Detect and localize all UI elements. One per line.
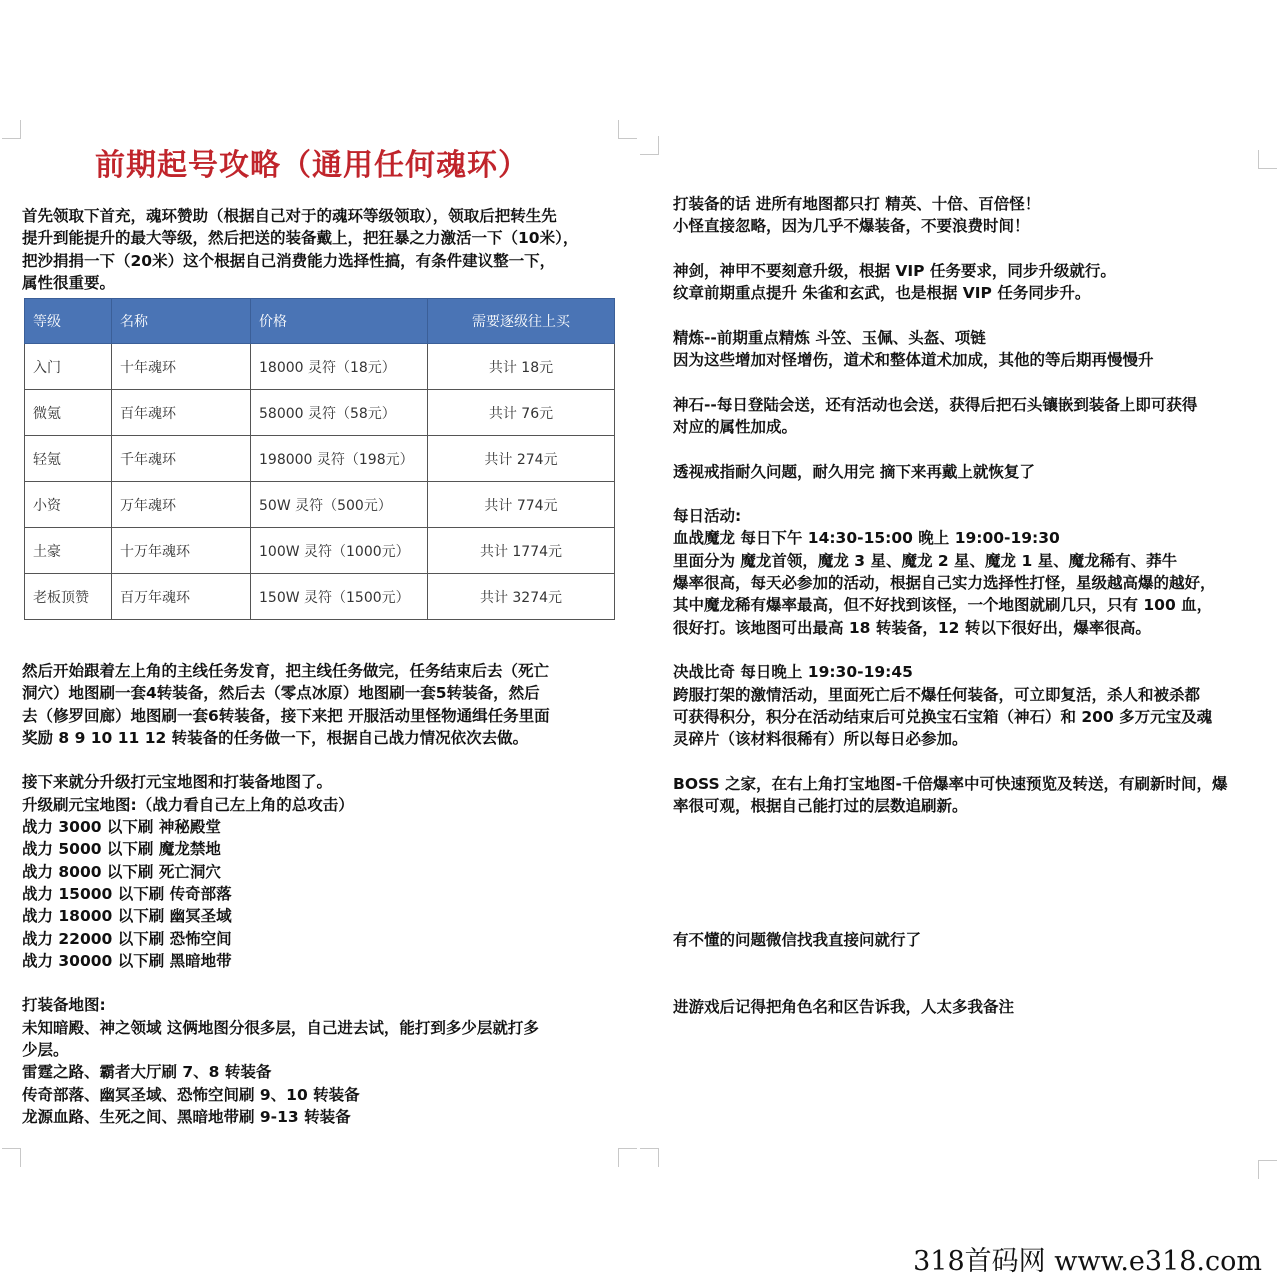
table-header-row — [25, 299, 615, 344]
table-cell: 共计 76元 — [428, 390, 615, 436]
blank-line — [673, 907, 1263, 929]
guide-line: 未知暗殿、神之领域 这俩地图分很多层，自己进去试，能打到多少层就打多 — [22, 1018, 539, 1037]
table-cell: 万年魂环 — [112, 482, 251, 528]
table-cell: 共计 18元 — [428, 344, 615, 390]
site-watermark: 318首码网 www.e318.com — [913, 1246, 1262, 1277]
guide-line: 很好打。该地图可出最高 18 转装备，12 转以下很好出，爆率很高。 — [673, 618, 1151, 637]
guide-line: 进游戏后记得把角色名和区告诉我，人太多我备注 — [673, 997, 1015, 1016]
table-cell: 共计 774元 — [428, 482, 615, 528]
page-title: 前期起号攻略（通用任何魂环） — [95, 148, 529, 183]
blank-line — [673, 750, 1263, 772]
guide-line: 战力 18000 以下刷 幽冥圣域 — [22, 907, 232, 926]
page-corner-mark — [640, 136, 659, 155]
guide-line: 有不懂的问题微信找我直接问就行了 — [673, 930, 922, 949]
blank-line — [673, 371, 1263, 393]
guide-line: 对应的属性加成。 — [673, 417, 798, 436]
guide-line: 去（修罗回廊）地图刷一套6转装备，接下来把 开服活动里怪物通缉任务里面 — [22, 706, 550, 725]
guide-line: 打装备的话 进所有地图都只打 精英、十倍、百倍怪！ — [673, 195, 1041, 213]
guide-line: 爆率很高，每天必参加的活动，根据自己实力选择性打怪，星级越高爆的越好， — [673, 574, 1216, 593]
guide-line: 灵碎片（该材料很稀有）所以每日必参加。 — [673, 730, 968, 749]
guide-line: 战力 5000 以下刷 魔龙禁地 — [22, 840, 221, 859]
table-body — [25, 344, 615, 620]
page-corner-mark — [1258, 1160, 1277, 1179]
guide-line: 雷霆之路、霸者大厅刷 7、8 转装备 — [22, 1063, 272, 1082]
table-cell: 千年魂环 — [112, 436, 251, 482]
table-cell: 百年魂环 — [112, 390, 251, 436]
table-row — [25, 436, 615, 482]
blank-line — [673, 817, 1263, 839]
guide-line: 决战比奇 每日晚上 19:30-19:45 — [673, 663, 913, 682]
blank-line — [673, 304, 1263, 326]
guide-line: 透视戒指耐久问题，耐久用完 摘下来再戴上就恢复了 — [673, 462, 1035, 481]
guide-line: 战力 22000 以下刷 恐怖空间 — [22, 929, 232, 948]
guide-line: 战力 15000 以下刷 传奇部落 — [22, 884, 232, 903]
table-cell: 共计 3274元 — [428, 574, 615, 620]
page-corner-mark — [2, 1148, 21, 1167]
blank-line — [673, 973, 1263, 995]
guide-line: 可获得积分，积分在活动结束后可兑换宝石宝箱（神石）和 200 多万元宝及魂 — [673, 707, 1213, 726]
table-cell: 十年魂环 — [112, 344, 251, 390]
table-cell: 18000 灵符（18元） — [251, 344, 428, 390]
table-cell: 轻氪 — [25, 436, 112, 482]
guide-line: 升级刷元宝地图:（战力看自己左上角的总攻击） — [22, 795, 354, 814]
guide-line: 神剑，神甲不要刻意升级，根据 VIP 任务要求，同步升级就行。 — [673, 261, 1116, 280]
guide-line: 率很可观，根据自己能打过的层数追刷新。 — [673, 797, 968, 816]
table-cell: 微氪 — [25, 390, 112, 436]
table-cell: 50W 灵符（500元） — [251, 482, 428, 528]
guide-line: 其中魔龙稀有爆率最高，但不好找到该怪，一个地图就刷几只，只有 100 血， — [673, 596, 1213, 615]
guide-line: 神石--每日登陆会送，还有活动也会送，获得后把石头镶嵌到装备上即可获得 — [673, 395, 1198, 414]
guide-line: 里面分为 魔龙首领，魔龙 3 星、魔龙 2 星、魔龙 1 星、魔龙稀有、莽牛 — [673, 551, 1178, 570]
blank-line — [673, 639, 1263, 661]
guide-line: 洞穴）地图刷一套4转装备，然后去（零点冰原）地图刷一套5转装备，然后 — [22, 684, 540, 703]
guide-line: 少层。 — [22, 1041, 69, 1060]
left-guide-text — [22, 660, 622, 1128]
table-cell: 老板顶赞 — [25, 574, 112, 620]
guide-line: 血战魔龙 每日下午 14:30-15:00 晚上 19:00-19:30 — [673, 529, 1060, 548]
header-name: 名称 — [112, 299, 251, 344]
header-price: 价格 — [251, 299, 428, 344]
table-cell: 100W 灵符（1000元） — [251, 528, 428, 574]
table-row — [25, 528, 615, 574]
right-guide-text — [673, 193, 1263, 1018]
header-grade: 等级 — [25, 299, 112, 344]
table-cell: 58000 灵符（58元） — [251, 390, 428, 436]
blank-line — [673, 840, 1263, 862]
blank-line — [673, 951, 1263, 973]
blank-line — [673, 238, 1263, 260]
page-corner-mark — [2, 120, 21, 139]
guide-line: 因为这些增加对怪增伤，道术和整体道术加成，其他的等后期再慢慢升 — [673, 351, 1154, 370]
blank-line — [673, 884, 1263, 906]
guide-line: 打装备地图: — [22, 996, 106, 1015]
guide-line: 精炼--前期重点精炼 斗笠、玉佩、头盔、项链 — [673, 328, 986, 347]
tier-price-table — [24, 298, 615, 620]
guide-line: 每日活动: — [673, 507, 742, 526]
guide-line: 战力 30000 以下刷 黑暗地带 — [22, 951, 232, 970]
intro-line: 提升到能提升的最大等级，然后把送的装备戴上，把狂暴之力激活一下（10米）， — [22, 229, 579, 248]
intro-paragraph — [22, 205, 622, 294]
table-cell: 共计 1774元 — [428, 528, 615, 574]
page-corner-mark — [640, 1148, 659, 1167]
table-cell: 小资 — [25, 482, 112, 528]
table-cell: 150W 灵符（1500元） — [251, 574, 428, 620]
page-corner-mark — [1258, 150, 1277, 169]
guide-line: 纹章前期重点提升 朱雀和玄武，也是根据 VIP 任务同步升。 — [673, 284, 1091, 303]
guide-line: 龙源血路、生死之间、黑暗地带刷 9-13 转装备 — [22, 1107, 351, 1126]
blank-line — [673, 483, 1263, 505]
table-cell: 土豪 — [25, 528, 112, 574]
guide-line: 小怪直接忽略，因为几乎不爆装备，不要浪费时间！ — [673, 217, 1030, 236]
guide-line: 传奇部落、幽冥圣域、恐怖空间刷 9、10 转装备 — [22, 1085, 360, 1104]
table-row — [25, 574, 615, 620]
guide-line: 接下来就分升级打元宝地图和打装备地图了。 — [22, 773, 333, 792]
blank-line — [22, 972, 622, 994]
guide-line: 跨服打架的激情活动，里面死亡后不爆任何装备，可立即复活，杀人和被杀都 — [673, 685, 1201, 704]
table-cell: 198000 灵符（198元） — [251, 436, 428, 482]
guide-line: 奖励 8 9 10 11 12 转装备的任务做一下，根据自己战力情况依次去做。 — [22, 728, 529, 747]
blank-line — [673, 862, 1263, 884]
table-cell: 十万年魂环 — [112, 528, 251, 574]
table-row — [25, 482, 615, 528]
page-corner-mark — [618, 120, 637, 139]
guide-line: BOSS 之家，在右上角打宝地图-千倍爆率中可快速预览及转送，有刷新时间，爆 — [673, 774, 1228, 793]
intro-line: 属性很重要。 — [22, 273, 116, 292]
guide-line: 然后开始跟着左上角的主线任务发育，把主线任务做完，任务结束后去（死亡 — [22, 662, 550, 680]
table-row — [25, 344, 615, 390]
intro-line: 首先领取下首充，魂环赞助（根据自己对于的魂环等级领取），领取后把转生先 — [22, 207, 557, 225]
table-row — [25, 390, 615, 436]
table-cell: 百万年魂环 — [112, 574, 251, 620]
table-cell: 共计 274元 — [428, 436, 615, 482]
guide-line: 战力 3000 以下刷 神秘殿堂 — [22, 818, 221, 837]
guide-line: 战力 8000 以下刷 死亡洞穴 — [22, 862, 221, 881]
page-corner-mark — [618, 1148, 637, 1167]
blank-line — [22, 749, 622, 771]
intro-line: 把沙捐捐一下（20米）这个根据自己消费能力选择性搞，有条件建议整一下， — [22, 251, 556, 270]
table-cell: 入门 — [25, 344, 112, 390]
header-cumulative: 需要逐级往上买 — [428, 299, 615, 344]
blank-line — [673, 438, 1263, 460]
